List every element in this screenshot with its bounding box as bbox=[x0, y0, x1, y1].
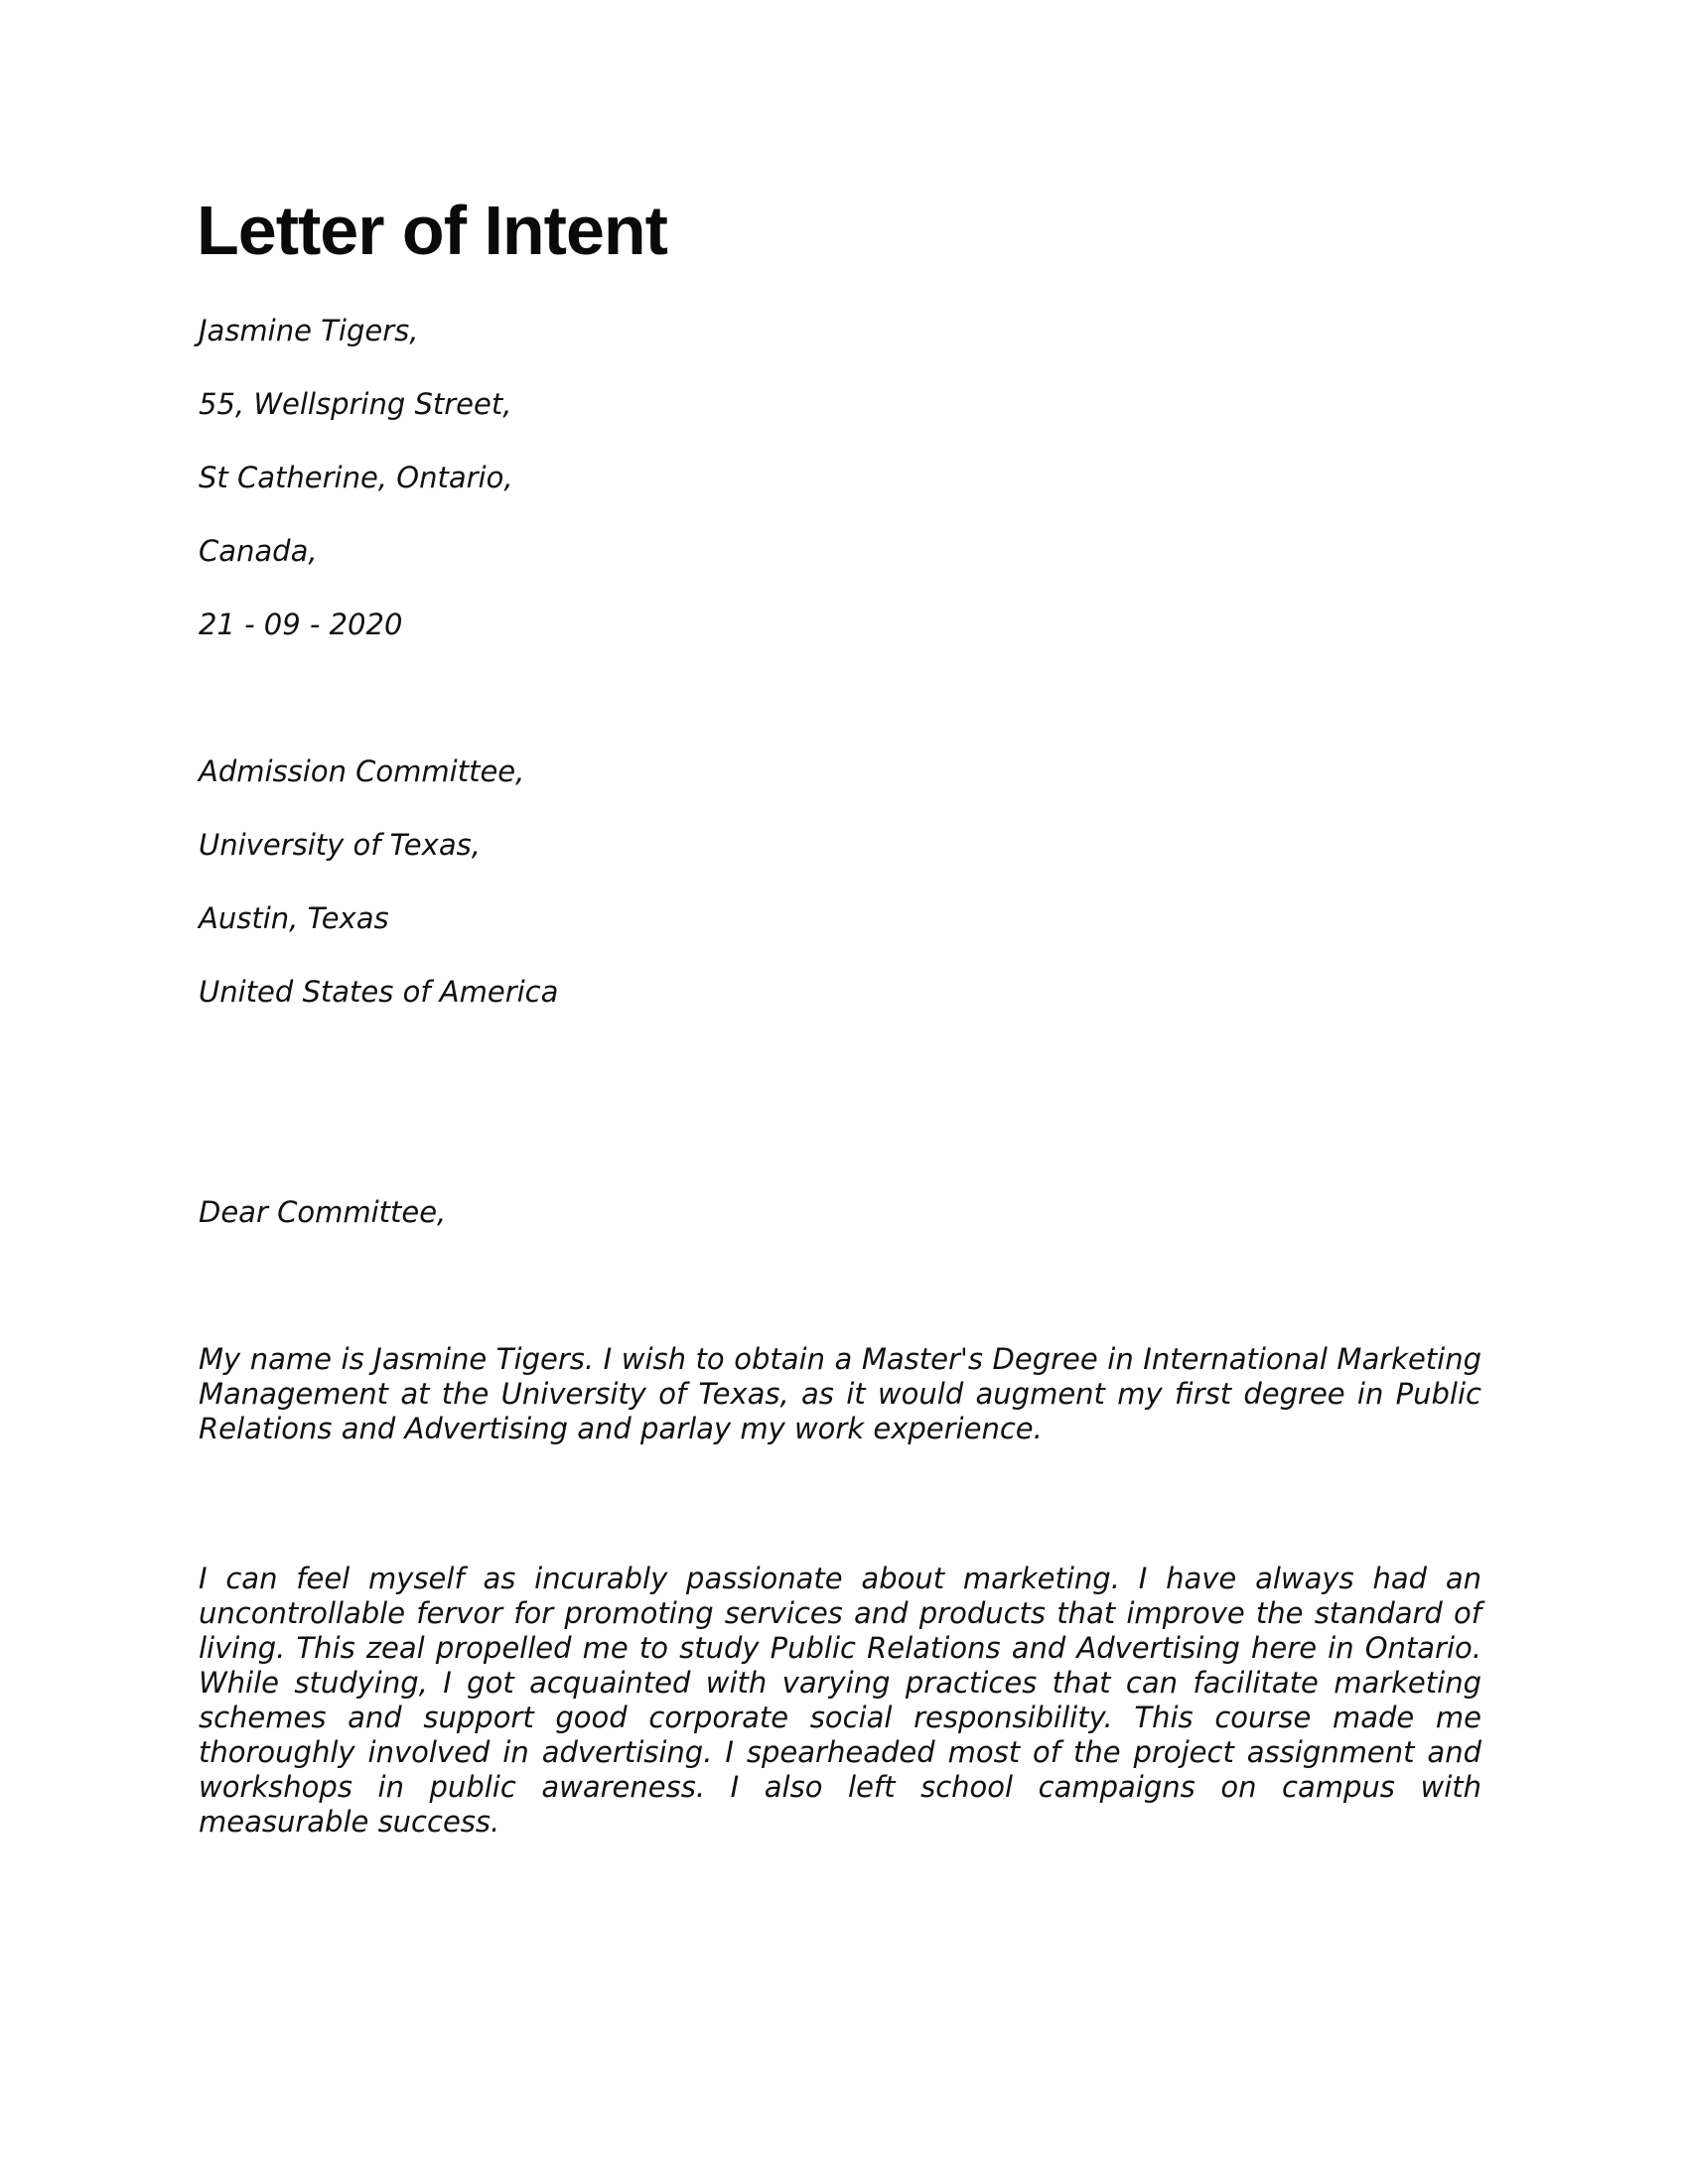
sender-name: Jasmine Tigers, bbox=[199, 314, 419, 347]
sender-city: St Catherine, Ontario, bbox=[199, 461, 513, 494]
recipient-city: Austin, Texas bbox=[199, 901, 389, 935]
body-paragraph-2: I can feel myself as incurably passionate about marketing. I have always had an uncontrollable fervor for promoting services and products that improve the standard of living. This zeal propelled me to study Public Relations and Advertising here in Ontario. While studying, I got acquainted with varying practices that can facilitate marketing schemes and support good corporate social responsibility. This course made me thoroughly involved in advertising. I spearheaded most of the project assignment and workshops in public awareness. I also left school campaigns on campus with measurable success. bbox=[199, 1562, 1481, 1839]
recipient-university: University of Texas, bbox=[199, 828, 481, 862]
body-paragraph-1: My name is Jasmine Tigers. I wish to obtain a Master's Degree in International Marketing Management at the University of Texas, as it would augment my first degree in Public Relations and Advertising and parlay my work experience. bbox=[199, 1342, 1481, 1445]
sender-street: 55, Wellspring Street, bbox=[199, 387, 512, 421]
letter-date: 21 - 09 - 2020 bbox=[199, 608, 403, 641]
document-title: Letter of Intent bbox=[197, 192, 667, 269]
salutation: Dear Committee, bbox=[199, 1195, 447, 1229]
recipient-country: United States of America bbox=[199, 975, 559, 1009]
recipient-org: Admission Committee, bbox=[199, 754, 525, 788]
sender-country: Canada, bbox=[199, 534, 318, 568]
